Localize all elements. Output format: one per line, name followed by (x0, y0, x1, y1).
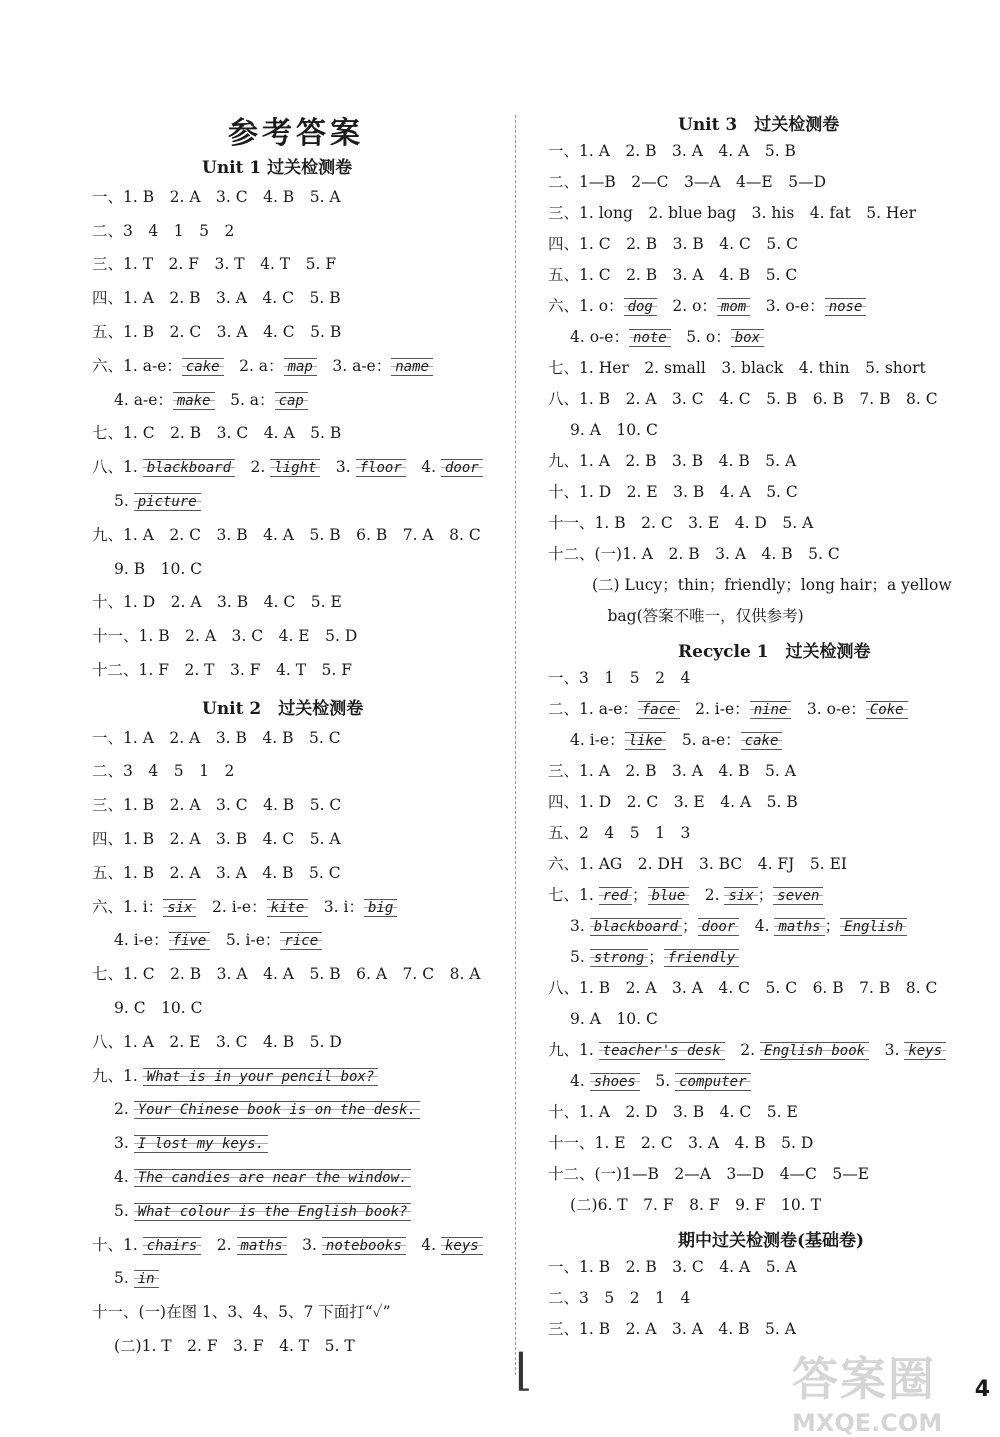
answer-line: 四、1. C 2. B 3. B 4. C 5. C (548, 235, 798, 253)
handwritten-answer: in (134, 1270, 159, 1288)
answer-label: 2. a： (223, 356, 284, 375)
answer-label: 3. (570, 917, 590, 935)
answer-label: 4. (405, 458, 441, 477)
handwritten-answer: English (840, 918, 907, 936)
answer-line (548, 698, 908, 720)
handwritten-answer: note (629, 329, 671, 347)
answer-line: 六、1. AG 2. DH 3. BC 4. FJ 5. EI (548, 855, 848, 873)
handwritten-answer: What is in your pencil box? (143, 1068, 379, 1086)
answer-line (548, 915, 907, 937)
answer-label: 5. (114, 1201, 134, 1220)
handwritten-answer: nose (825, 298, 867, 316)
handwritten-answer: floor (356, 459, 406, 477)
answer-label: 5. a： (214, 390, 275, 409)
answer-label: 六、1. a-e： (92, 356, 182, 375)
section-heading: Recycle 1 过关检测卷 (678, 642, 871, 662)
answer-line (92, 1200, 411, 1222)
answer-line (92, 490, 201, 512)
answer-line (92, 1166, 411, 1188)
answer-line: 二、3 4 1 5 2 (92, 221, 235, 240)
answer-line (92, 1098, 420, 1120)
answer-label: 5. a-e： (666, 731, 741, 749)
answer-label: 2. (724, 1041, 760, 1059)
answer-line: 一、1. A 2. A 3. B 4. B 5. C (92, 728, 341, 747)
handwritten-answer: The candies are near the window. (134, 1169, 412, 1187)
handwritten-answer: teacher's desk (599, 1042, 725, 1060)
watermark-big: 答案圈 (792, 1352, 936, 1406)
answer-line: 十、1. D 2. A 3. B 4. C 5. E (92, 593, 342, 612)
handwritten-answer: name (391, 358, 433, 376)
answer-label: 2. (689, 886, 725, 904)
answer-label: 二、1. a-e： (548, 700, 638, 718)
column-divider (515, 115, 516, 1375)
handwritten-answer: shoes (590, 1073, 640, 1091)
answer-line: 十一、1. B 2. A 3. C 4. E 5. D (92, 627, 358, 646)
answer-line: 一、1. B 2. B 3. C 4. A 5. A (548, 1258, 797, 1276)
answer-label: 3. (869, 1041, 905, 1059)
answer-line: 十一、1. B 2. C 3. E 4. D 5. A (548, 514, 814, 532)
answer-line (548, 1070, 751, 1092)
answer-line: 五、1. C 2. B 3. A 4. B 5. C (548, 266, 798, 284)
watermark-small: MXQE.COM (792, 1409, 943, 1437)
handwritten-answer: English book (760, 1042, 869, 1060)
answer-label: ； (632, 886, 648, 904)
answer-line: 八、1. B 2. A 3. A 4. C 5. C 6. B 7. B 8. C (548, 979, 938, 997)
answer-line (92, 456, 483, 478)
handwritten-answer: face (638, 701, 680, 719)
answer-line: 十一、(一)在图 1、3、4、5、7 下面打“✓” (92, 1303, 391, 1322)
answer-line (548, 946, 739, 968)
answer-label: 六、1. i： (92, 897, 164, 916)
answer-line: 五、2 4 5 1 3 (548, 824, 691, 842)
answer-label: 3. (286, 1235, 322, 1254)
answer-label: 六、1. o： (548, 297, 624, 315)
answer-label: ； (757, 886, 774, 904)
answer-label: 2. (201, 1235, 237, 1254)
handwritten-answer: keys (441, 1237, 483, 1255)
handwritten-answer: door (698, 918, 740, 936)
handwritten-answer: cake (182, 358, 224, 376)
answer-line: 三、1. B 2. A 3. C 4. B 5. C (92, 796, 342, 815)
answer-label: 5. (114, 492, 134, 510)
answer-line (548, 1039, 946, 1061)
handwritten-answer: kite (267, 899, 309, 917)
answer-label: 九、1. (548, 1041, 599, 1059)
answer-line: 五、1. B 2. A 3. A 4. B 5. C (92, 863, 341, 882)
handwritten-answer: red (599, 887, 632, 905)
answer-line: 二、1—B 2—C 3—A 4—E 5—D (548, 173, 826, 191)
answer-line (92, 1267, 159, 1289)
handwritten-answer: make (173, 392, 215, 410)
answer-label: 2. i-e： (679, 700, 750, 718)
watermark-logo (792, 1343, 992, 1437)
answer-line: 二、3 5 2 1 4 (548, 1289, 691, 1307)
answer-label: 3. o-e： (750, 297, 825, 315)
answer-line: 三、1. T 2. F 3. T 4. T 5. F (92, 255, 337, 274)
answer-label: 4. (405, 1235, 441, 1254)
answer-line: 9. A 10. C (570, 1010, 658, 1028)
handwritten-answer: What colour is the English book? (134, 1203, 412, 1221)
handwritten-answer: five (169, 932, 211, 950)
answer-line: 七、1. Her 2. small 3. black 4. thin 5. short (548, 359, 926, 377)
answer-line: 四、1. D 2. C 3. E 4. A 5. B (548, 793, 798, 811)
handwritten-answer: blackboard (590, 918, 682, 936)
handwritten-answer: cap (275, 392, 308, 410)
handwritten-answer: Your Chinese book is on the desk. (134, 1101, 420, 1119)
answer-label: 2. o： (656, 297, 717, 315)
handwritten-answer: chairs (143, 1237, 202, 1255)
answer-line: 五、1. B 2. C 3. A 4. C 5. B (92, 323, 342, 341)
answer-line (92, 896, 397, 918)
handwritten-answer: notebooks (322, 1237, 406, 1255)
answer-label: 4. (570, 1072, 590, 1090)
answer-line (548, 729, 782, 751)
answer-label: 七、1. (548, 886, 599, 904)
bracket-mark: ⌊ (515, 1345, 533, 1396)
answer-line (92, 1065, 378, 1087)
handwritten-answer: computer (675, 1073, 750, 1091)
answer-line: 一、3 1 5 2 4 (548, 669, 691, 687)
answer-line: 十一、1. E 2. C 3. A 4. B 5. D (548, 1134, 814, 1152)
answer-line: 9. C 10. C (114, 999, 203, 1017)
handwritten-answer: maths (774, 918, 824, 936)
handwritten-answer: seven (773, 887, 823, 905)
answer-line: 十二、(一)1—B 2—A 3—D 4—C 5—E (548, 1165, 870, 1183)
section-heading: Unit 3 过关检测卷 (678, 115, 840, 135)
answer-label: 十、1. (92, 1235, 143, 1254)
handwritten-answer: nine (750, 701, 792, 719)
answer-line: 一、1. B 2. A 3. C 4. B 5. A (92, 187, 341, 206)
answer-label: 2. (114, 1100, 134, 1119)
answer-line: 七、1. C 2. B 3. C 4. A 5. B (92, 424, 342, 443)
section-heading: 期中过关检测卷(基础卷) (678, 1231, 865, 1251)
answer-line: 四、1. A 2. B 3. A 4. C 5. B (92, 289, 341, 308)
handwritten-answer: blackboard (143, 459, 235, 477)
answer-line (92, 929, 322, 951)
answer-line: 一、1. A 2. B 3. A 4. A 5. B (548, 142, 796, 160)
answer-label: 5. (639, 1072, 676, 1090)
answer-label: 4. o-e： (570, 328, 629, 346)
answer-line: 三、1. A 2. B 3. A 4. B 5. A (548, 762, 796, 780)
handwritten-answer: map (284, 358, 317, 376)
answer-label: 2. i-e： (196, 897, 267, 916)
answer-label: 5. o： (670, 328, 731, 346)
answer-line: 七、1. C 2. B 3. A 4. A 5. B 6. A 7. C 8. A (92, 965, 481, 984)
answer-line (548, 326, 764, 348)
answer-label: 3. i： (308, 897, 364, 916)
answer-label: 3. (114, 1134, 134, 1153)
answer-label: 4. a-e： (114, 390, 173, 409)
handwritten-answer: light (270, 459, 320, 477)
handwritten-answer: maths (237, 1237, 287, 1255)
answer-line: 九、1. A 2. C 3. B 4. A 5. B 6. B 7. A 8. C (92, 525, 481, 544)
answer-line (92, 1132, 268, 1154)
answer-line (92, 355, 433, 377)
handwritten-answer: cake (741, 732, 783, 750)
handwritten-answer: box (731, 329, 764, 347)
answer-label: 5. (114, 1269, 134, 1288)
handwritten-answer: keys (904, 1042, 946, 1060)
handwritten-answer: six (724, 887, 757, 905)
page-title: 参考答案 (228, 116, 364, 151)
handwritten-answer: six (163, 899, 196, 917)
answer-label: 5. i-e： (210, 931, 281, 950)
answer-label: 4. (114, 1168, 134, 1186)
section-heading: Unit 2 过关检测卷 (202, 698, 364, 719)
answer-line (92, 1234, 483, 1256)
handwritten-answer: big (364, 899, 397, 917)
answer-line: 二、3 4 5 1 2 (92, 762, 235, 781)
answer-label: 3. (320, 458, 356, 477)
answer-label: ； (648, 948, 664, 966)
handwritten-answer: door (441, 459, 483, 477)
handwritten-answer: strong (590, 949, 649, 967)
handwritten-answer: friendly (664, 949, 739, 967)
answer-line (548, 295, 866, 317)
answer-line: (二) Lucy；thin；friendly；long hair；a yellow (592, 576, 952, 594)
answer-label: 3. o-e： (791, 700, 866, 718)
handwritten-answer: picture (134, 493, 201, 511)
answer-line: 十、1. A 2. D 3. B 4. C 5. E (548, 1103, 798, 1121)
answer-label: 3. a-e： (316, 356, 392, 375)
handwritten-answer: rice (280, 932, 322, 950)
answer-line: (二)1. T 2. F 3. F 4. T 5. T (114, 1337, 355, 1355)
answer-line: 十二、(一)1. A 2. B 3. A 4. B 5. C (548, 545, 840, 563)
handwritten-answer: dog (624, 298, 657, 316)
answer-line (548, 884, 823, 906)
handwritten-answer: like (625, 732, 667, 750)
answer-label: 2. (235, 458, 271, 477)
answer-line: 四、1. B 2. A 3. B 4. C 5. A (92, 830, 341, 848)
answer-line (92, 389, 308, 411)
answer-label: ； (682, 917, 698, 935)
section-heading: Unit 1 过关检测卷 (202, 158, 353, 178)
answer-line: 十、1. D 2. E 3. B 4. A 5. C (548, 483, 798, 501)
handwritten-answer: I lost my keys. (134, 1135, 268, 1153)
page-number: 4 (974, 1377, 990, 1402)
answer-line: 三、1. long 2. blue bag 3. his 4. fat 5. Her (548, 204, 917, 222)
answer-line: 九、1. A 2. B 3. B 4. B 5. A (548, 452, 797, 470)
answer-line: 十二、1. F 2. T 3. F 4. T 5. F (92, 661, 353, 679)
answer-line: 八、1. B 2. A 3. C 4. C 5. B 6. B 7. B 8. C (548, 390, 938, 408)
handwritten-answer: blue (648, 887, 690, 905)
handwritten-answer: Coke (866, 701, 908, 719)
answer-label: 5. (570, 948, 590, 966)
answer-label: 4. i-e： (114, 931, 169, 950)
answer-line: 八、1. A 2. E 3. C 4. B 5. D (92, 1032, 342, 1051)
answer-label: 九、1. (92, 1066, 143, 1085)
answer-line: (二)6. T 7. F 8. F 9. F 10. T (570, 1196, 821, 1214)
answer-label: 4. (739, 917, 775, 935)
answer-label: 八、1. (92, 458, 143, 477)
answer-label: 4. i-e： (570, 731, 625, 749)
answer-label: ； (824, 917, 841, 935)
answer-line: 9. B 10. C (114, 559, 203, 578)
handwritten-answer: mom (717, 298, 750, 316)
answer-line: 三、1. B 2. A 3. A 4. B 5. A (548, 1320, 796, 1338)
answer-line: 9. A 10. C (570, 421, 658, 439)
answer-line: bag(答案不唯一，仅供参考) (592, 607, 804, 625)
